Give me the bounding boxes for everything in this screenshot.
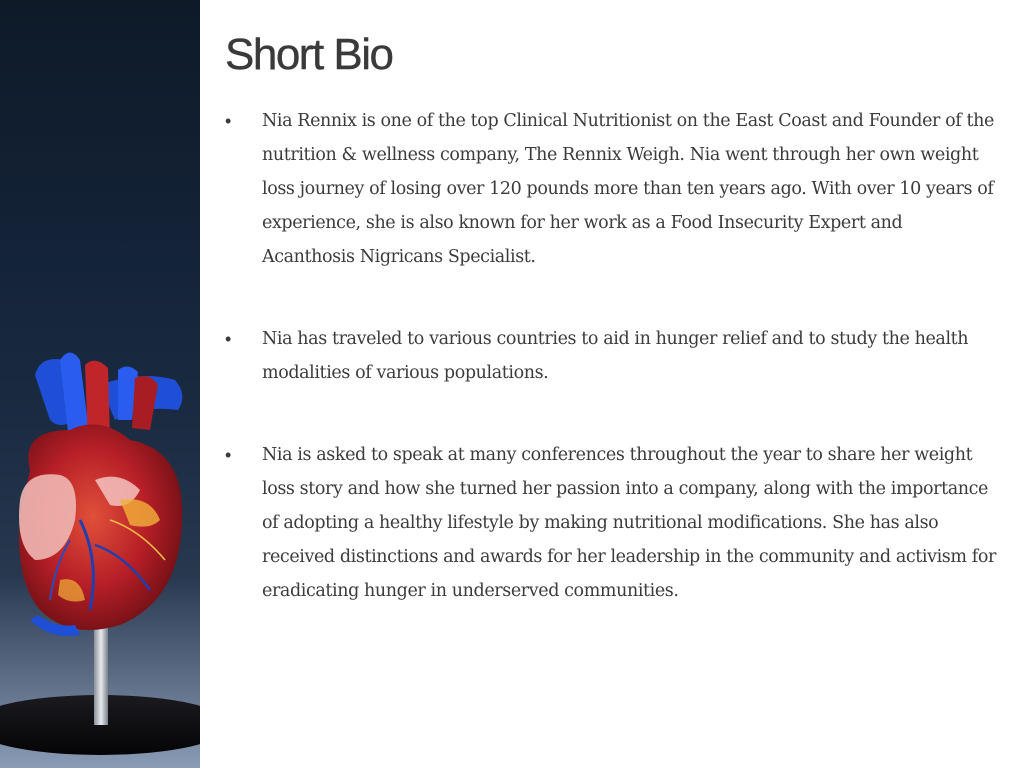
bio-bullet-item: [225, 322, 1000, 390]
bullet-icon: •: [225, 329, 231, 349]
bio-bullet-item: [225, 104, 1000, 274]
bullet-text: Nia has traveled to various countries to aid in hunger relief and to study the health modalities of various populations.: [262, 329, 969, 383]
bullet-icon: •: [225, 445, 231, 465]
bullet-text: Nia is asked to speak at many conferences throughout the year to share her weight loss story and how she turned her passion into a company, along with the importance of adopting a healthy lifestyle by making nutritional modifications. She has also received distinctions and awards for her leadership in the community and activism for eradicating hunger in underserved communities.: [262, 445, 996, 601]
bullet-icon: •: [225, 111, 231, 131]
bio-bullet-item: [225, 438, 1000, 608]
bullet-text: Nia Rennix is one of the top Clinical Nutritionist on the East Coast and Founder of the nutrition & wellness company, The Rennix Weigh. Nia went through her own weight loss journey of losing over 120 pounds more than ten years ago. With over 10 years of experience, she is also known for her work as a Food Insecurity Expert and Acanthosis Nigricans Specialist.: [262, 111, 995, 267]
heart-model-icon: [0, 0, 200, 768]
bio-bullet-list: [225, 104, 1000, 656]
side-image-panel: [0, 0, 200, 768]
slide-title: Short Bio: [225, 30, 393, 79]
